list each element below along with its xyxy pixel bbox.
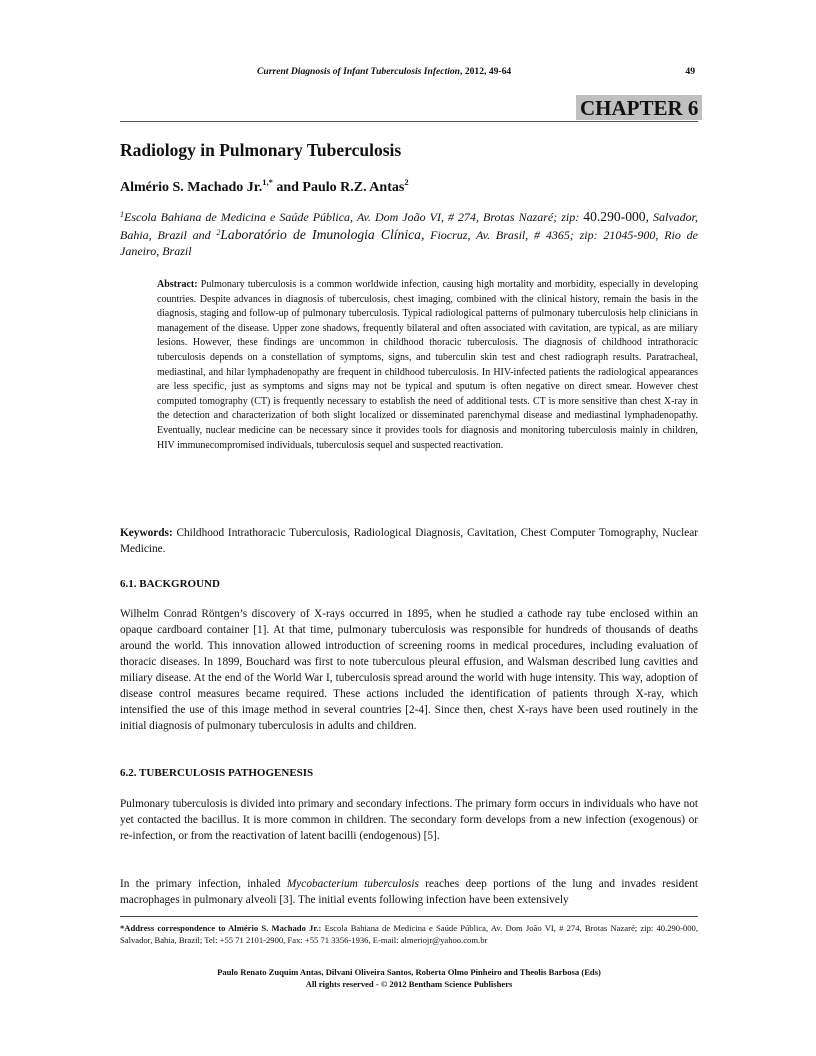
author-2-affiliation-marker: 2 <box>404 177 409 187</box>
affiliation-1-text: Escola Bahiana de Medicina e Saúde Pública, Av. Dom João VI, # 274, Brotas Nazaré; zip: <box>124 210 584 224</box>
footnote-label: *Address correspondence to Almério S. Machado Jr.: <box>120 923 322 933</box>
section-heading-pathogenesis: 6.2. TUBERCULOSIS PATHOGENESIS <box>120 767 314 779</box>
footnote-text: Escola Bahiana de Medicina e Saúde Pública, Av. Dom João VI, # 274, Brotas Nazaré; zip: 40.290-000, Salvador, Bahia, Brazil; Tel: +55 71 2101-2900, Fax: +55 71 3356-1936, E-mail: almeriojr@yahoo.com.br <box>120 923 698 946</box>
affiliation-2-lab: Laboratório de Imunologia Clínica, <box>220 227 425 242</box>
paragraph-pathogenesis-2 <box>120 876 698 908</box>
publisher-info <box>120 966 698 991</box>
author-2: and Paulo R.Z. Antas <box>272 180 405 195</box>
keywords-label: Keywords: <box>120 527 173 539</box>
affiliation-marker-2: 2 <box>216 228 221 237</box>
affiliation-1-city: Salvador, Bahia, Brazil and <box>120 210 698 242</box>
paragraph-text: In the primary infection, inhaled <box>120 878 287 890</box>
correspondence-footnote <box>120 922 698 947</box>
page-number: 49 <box>685 66 695 77</box>
author-line <box>120 177 409 196</box>
footnote-divider <box>120 916 698 917</box>
journal-title: Current Diagnosis of Infant Tuberculosis Infection <box>257 66 461 77</box>
keywords <box>120 525 698 557</box>
paragraph-background: Wilhelm Conrad Röntgen’s discovery of X-rays occurred in 1895, when he studied a cathode ray tube enclosed within an opaque cardboard container [1]. At that time, pulmonary tuberculosis was responsible for hundreds of thousands of deaths around the world. This innovation allowed introduction of screening rooms in medical procedures, including evaluation of thoracic diseases. In 1899, Bouchard was first to note tuberculous pleural effusion, and Walsman described lung cavities and miliary disease. At the end of the World War I, tuberculosis spread around the world with huge intensity. This way, adoption of disease control measures became required. These actions included the identification of patients through X-ray, which intensified the use of this image method in several countries [2-4]. Since then, chest X-rays have been used routinely in the initial diagnosis of pulmonary tuberculosis in adults and children. <box>120 608 698 732</box>
copyright-line: All rights reserved - © 2012 Bentham Science Publishers <box>305 979 513 990</box>
affiliation-2-text: Fiocruz, Av. Brasil, # 4365; zip: 21045-900, Rio de Janeiro, Brazil <box>120 228 698 258</box>
abstract-label: Abstract: <box>157 279 198 290</box>
chapter-title: Radiology in Pulmonary Tuberculosis <box>120 140 402 160</box>
chapter-label: CHAPTER 6 <box>576 95 702 120</box>
affiliations <box>120 207 698 259</box>
abstract <box>157 278 698 453</box>
journal-year-pages: , 2012, 49-64 <box>460 66 512 77</box>
section-heading-background: 6.1. BACKGROUND <box>120 578 220 590</box>
affiliation-1-zip: 40.290-000, <box>583 209 649 224</box>
journal-citation <box>257 66 511 77</box>
affiliation-marker-1: 1 <box>120 210 124 219</box>
paragraph-pathogenesis-1: Pulmonary tuberculosis is divided into primary and secondary infections. The primary form occurs in individuals who have not yet contacted the bacillus. It is more common in children. The secondary form develops from a new infection (exogenous) or re-infection, or from the reactivation of latent bacilli (endogenous) [5]. <box>120 798 698 842</box>
author-1: Almério S. Machado Jr. <box>120 180 263 195</box>
keywords-text: Childhood Intrathoracic Tuberculosis, Radiological Diagnosis, Cavitation, Chest Computer Tomography, Nuclear Medicine. <box>120 527 698 555</box>
header-divider <box>120 121 698 122</box>
abstract-text: Pulmonary tuberculosis is a common worldwide infection, causing high mortality and morbidity, especially in developing countries. Despite advances in diagnosis of tuberculosis, chest imaging, combined with the clinical history, remain the basis in the diagnosis, staging and follow-up of pulmonary tuberculosis. Typical radiological patterns of pulmonary tuberculosis help clinicians in management of the disease. Upper zone shadows, frequently bilateral and often associated with cavitation, are typical, as are miliary lesions. However, these findings are uncommon in childhood thoracic tuberculosis. The diagnosis of childhood intrathoracic tuberculosis depends on a constellation of symptoms, signs, and tuberculin skin test and chest radiograph results. Paratracheal, mediastinal, and hilar lymphadenopathy are frequent in childhood tuberculosis. In HIV-infected patients the radiological appearances are less specific, just as symptoms and signs may not be typical and sputum is often negative on direct smear. However chest computed tomography (CT) is frequently necessary to establish the need of additional tests. CT is more sensitive than chest X-ray in the detection and characterization of both slight localized or disseminated parenchymal disease and mediastinal lymphadenopathy. Eventually, nuclear medicine can be necessary since it provides tools for diagnosis and monitoring tuberculosis mainly in children, HIV immunecompromised individuals, tuberculosis sequel and suspected reactivation. <box>157 279 698 451</box>
editors-line: Paulo Renato Zuquim Antas, Dilvani Oliveira Santos, Roberta Olmo Pinheiro and Theolis Barbosa (Eds) <box>217 967 601 977</box>
paragraph-text: reaches deep portions of the lung and invades resident macrophages in pulmonary alveoli [3]. The initial events following infection have been extensively <box>120 878 699 906</box>
author-1-affiliation-marker: 1,* <box>262 177 273 187</box>
species-name: Mycobacterium tuberculosis <box>286 878 419 890</box>
